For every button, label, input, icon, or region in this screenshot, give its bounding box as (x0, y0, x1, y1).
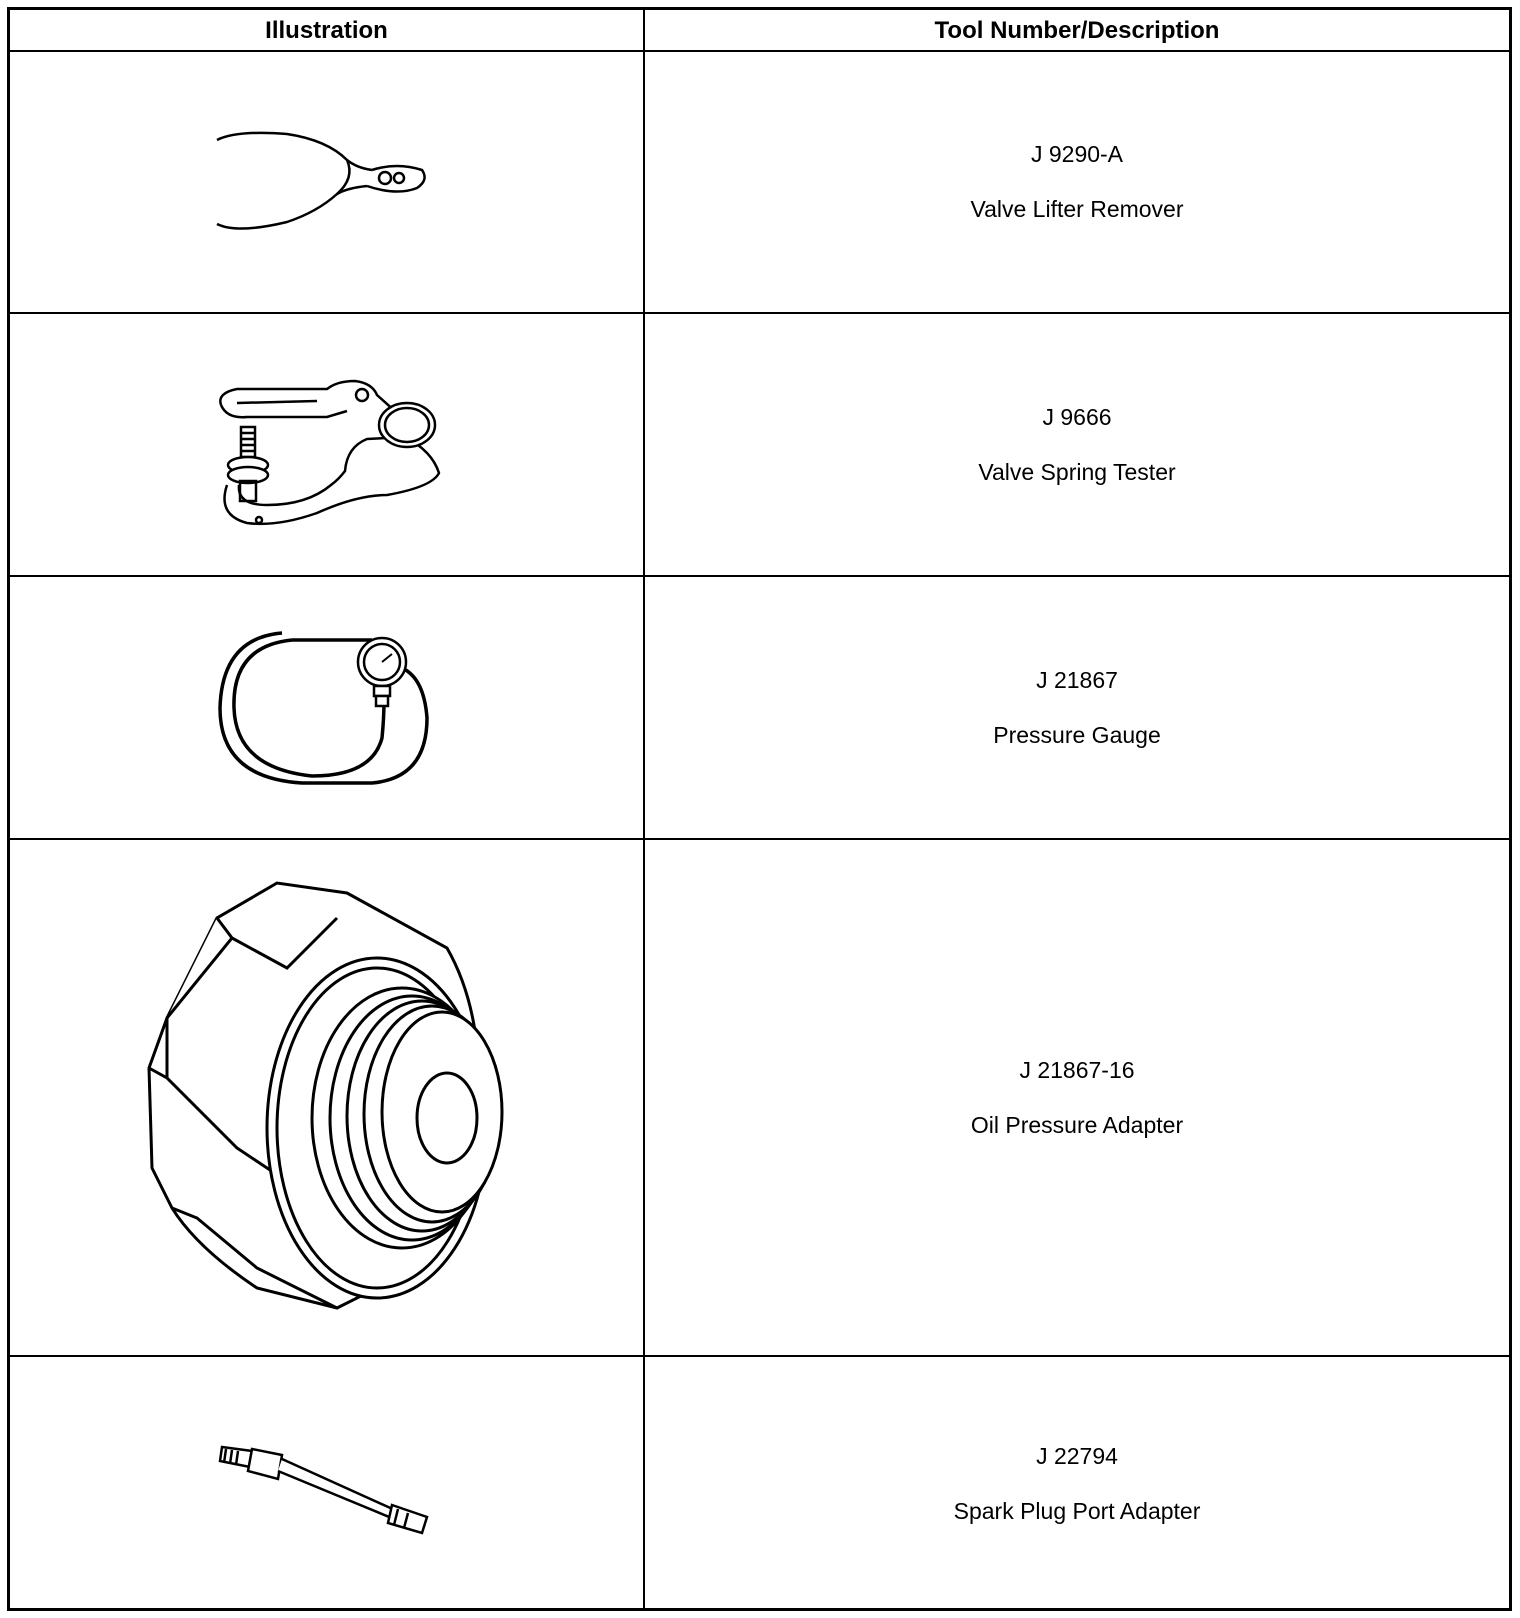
tool-description: Valve Lifter Remover (970, 196, 1184, 222)
table-row-description (645, 52, 1509, 312)
tool-number: J 21867 (1036, 666, 1118, 693)
table-row-illustration (10, 314, 643, 575)
tool-number: J 22794 (1036, 1443, 1118, 1469)
tools-table (7, 7, 1512, 1611)
port-adapter-icon (212, 1429, 442, 1539)
adapter-fitting-icon (137, 868, 517, 1328)
spring-tester-icon (207, 355, 447, 535)
table-row-illustration (10, 577, 643, 838)
table-row-description (645, 577, 1509, 838)
header-tool-description: Tool Number/Description (934, 17, 1220, 44)
table-row-description (645, 840, 1509, 1355)
table-row-illustration (10, 840, 643, 1355)
header-illustration: Illustration (265, 17, 388, 44)
pliers-icon (197, 112, 457, 252)
table-row-description (645, 314, 1509, 575)
table-row-illustration (10, 1357, 643, 1611)
tool-number: J 21867-16 (1019, 1056, 1135, 1083)
tool-number: J 9290-A (1030, 141, 1124, 167)
tool-description: Valve Spring Tester (978, 458, 1176, 485)
table-row-description (645, 1357, 1509, 1611)
tool-description: Pressure Gauge (993, 721, 1161, 748)
tool-number: J 9666 (1042, 403, 1112, 430)
pressure-gauge-icon (212, 618, 442, 798)
table-row-illustration (10, 52, 643, 312)
tool-description: Spark Plug Port Adapter (953, 1498, 1201, 1524)
tool-description: Oil Pressure Adapter (970, 1111, 1184, 1138)
